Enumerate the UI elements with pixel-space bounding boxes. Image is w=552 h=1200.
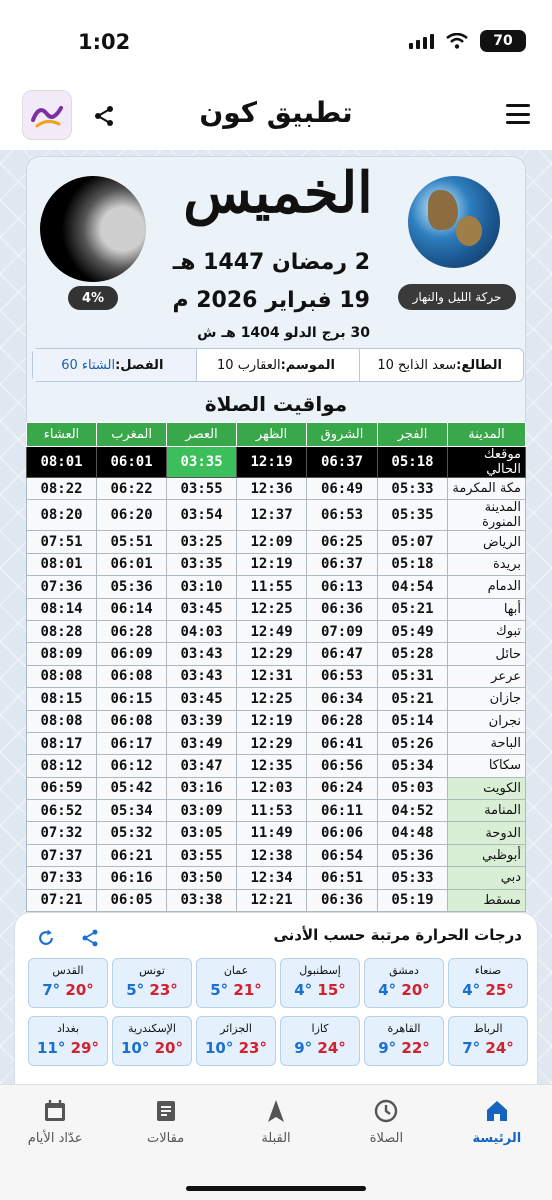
temp-high: 22° bbox=[396, 1039, 430, 1057]
prayer-time-cell: 05:36 bbox=[378, 844, 448, 866]
weather-city-tile[interactable] bbox=[112, 958, 192, 1008]
city-name: المدينة المنورة bbox=[448, 500, 526, 531]
prayer-time-cell: 07:51 bbox=[27, 531, 97, 553]
prayer-time-cell: 12:35 bbox=[237, 755, 307, 777]
prayer-time-cell: 12:19 bbox=[237, 447, 307, 478]
prayer-time-cell: 12:34 bbox=[237, 867, 307, 889]
prayer-row[interactable] bbox=[27, 598, 526, 620]
prayer-time-cell: 06:01 bbox=[97, 447, 167, 478]
city-name: مسقط bbox=[448, 889, 526, 911]
temp-low: 4° bbox=[462, 981, 481, 999]
prayer-time-cell: 07:37 bbox=[27, 844, 97, 866]
prayer-time-cell: 06:20 bbox=[97, 500, 167, 531]
nav-item-clock[interactable] bbox=[331, 1085, 441, 1200]
prayer-time-cell: 12:49 bbox=[237, 620, 307, 642]
nav-label: الرئيسة bbox=[472, 1131, 522, 1146]
prayer-time-cell: 03:09 bbox=[167, 800, 237, 822]
prayer-time-cell: 03:47 bbox=[167, 755, 237, 777]
prayer-time-cell: 12:21 bbox=[237, 889, 307, 911]
city-name: مكة المكرمة bbox=[448, 478, 526, 500]
weather-temps bbox=[281, 1039, 359, 1057]
prayer-time-cell: 06:08 bbox=[97, 710, 167, 732]
nav-item-home[interactable] bbox=[442, 1085, 552, 1200]
prayer-row[interactable] bbox=[27, 844, 526, 866]
prayer-time-cell: 04:52 bbox=[378, 800, 448, 822]
prayer-time-cell: 06:16 bbox=[97, 867, 167, 889]
city-name: الباحة bbox=[448, 732, 526, 754]
prayer-row[interactable] bbox=[27, 889, 526, 911]
prayer-time-cell: 06:24 bbox=[307, 777, 378, 799]
prayer-time-cell: 03:43 bbox=[167, 643, 237, 665]
prayer-time-cell: 11:55 bbox=[237, 576, 307, 598]
city-name: عرعر bbox=[448, 665, 526, 687]
prayer-row[interactable] bbox=[27, 755, 526, 777]
prayer-row[interactable] bbox=[27, 576, 526, 598]
day-name: الخميس bbox=[183, 160, 373, 226]
weather-city-name: صنعاء bbox=[474, 964, 502, 977]
prayer-time-cell: 03:35 bbox=[167, 447, 237, 478]
prayer-time-cell: 06:14 bbox=[97, 598, 167, 620]
prayer-row[interactable] bbox=[27, 553, 526, 575]
prayer-time-cell: 06:17 bbox=[97, 732, 167, 754]
mawsim-info: الموسم: العقارب 10 bbox=[196, 349, 360, 381]
city-name: تبوك bbox=[448, 620, 526, 642]
prayer-time-cell: 12:19 bbox=[237, 710, 307, 732]
weather-temps bbox=[365, 981, 443, 999]
app-title: تطبيق كون bbox=[199, 96, 353, 129]
prayer-row[interactable] bbox=[27, 710, 526, 732]
city-name: سكاكا bbox=[448, 755, 526, 777]
prayer-time-cell: 12:37 bbox=[237, 500, 307, 531]
prayer-time-cell: 03:38 bbox=[167, 889, 237, 911]
prayer-row[interactable] bbox=[27, 447, 526, 478]
temp-high: 24° bbox=[480, 1039, 514, 1057]
prayer-time-cell: 06:51 bbox=[307, 867, 378, 889]
temp-high: 23° bbox=[233, 1039, 267, 1057]
prayer-time-cell: 08:12 bbox=[27, 755, 97, 777]
prayer-header-cell: الظهر bbox=[237, 423, 307, 447]
burj-date: 30 برج الدلو 1404 هـ ش bbox=[197, 325, 370, 341]
prayer-time-cell: 06:52 bbox=[27, 800, 97, 822]
prayer-time-cell: 05:07 bbox=[378, 531, 448, 553]
weather-city-tile[interactable] bbox=[28, 958, 108, 1008]
prayer-time-cell: 06:21 bbox=[97, 844, 167, 866]
bottom-nav bbox=[0, 1084, 552, 1200]
prayer-time-cell: 08:08 bbox=[27, 710, 97, 732]
prayer-time-cell: 07:32 bbox=[27, 822, 97, 844]
prayer-time-cell: 12:25 bbox=[237, 688, 307, 710]
prayer-row[interactable] bbox=[27, 478, 526, 500]
prayer-time-cell: 08:15 bbox=[27, 688, 97, 710]
prayer-time-cell: 06:49 bbox=[307, 478, 378, 500]
prayer-time-cell: 07:09 bbox=[307, 620, 378, 642]
city-name: أبها bbox=[448, 598, 526, 620]
nav-label: الصلاة bbox=[369, 1131, 404, 1146]
prayer-time-cell: 05:33 bbox=[378, 478, 448, 500]
prayer-time-cell: 06:22 bbox=[97, 478, 167, 500]
nav-item-compass-arrow[interactable] bbox=[221, 1085, 331, 1200]
temp-high: 21° bbox=[228, 981, 262, 999]
prayer-time-cell: 07:33 bbox=[27, 867, 97, 889]
prayer-time-cell: 12:36 bbox=[237, 478, 307, 500]
city-name: الدمام bbox=[448, 576, 526, 598]
signal-icon bbox=[409, 34, 434, 49]
temp-low: 10° bbox=[121, 1039, 150, 1057]
gregorian-date: 19 فبراير 2026 م bbox=[172, 288, 370, 313]
prayer-row[interactable] bbox=[27, 531, 526, 553]
prayer-time-cell: 05:31 bbox=[378, 665, 448, 687]
city-name: جازان bbox=[448, 688, 526, 710]
weather-temps bbox=[449, 1039, 527, 1057]
prayer-time-cell: 08:17 bbox=[27, 732, 97, 754]
prayer-time-cell: 08:20 bbox=[27, 500, 97, 531]
prayer-time-cell: 03:10 bbox=[167, 576, 237, 598]
prayer-time-cell: 03:45 bbox=[167, 598, 237, 620]
prayer-time-cell: 05:34 bbox=[378, 755, 448, 777]
prayer-header-cell: الفجر bbox=[378, 423, 448, 447]
weather-city-tile[interactable] bbox=[196, 1016, 276, 1066]
prayer-time-cell: 05:14 bbox=[378, 710, 448, 732]
temp-high: 15° bbox=[312, 981, 346, 999]
prayer-time-cell: 05:51 bbox=[97, 531, 167, 553]
city-name: نجران bbox=[448, 710, 526, 732]
prayer-time-cell: 08:01 bbox=[27, 447, 97, 478]
weather-city-tile[interactable] bbox=[280, 958, 360, 1008]
prayer-row[interactable] bbox=[27, 867, 526, 889]
tale-info: الطالع: سعد الذابح 10 bbox=[359, 349, 523, 381]
prayer-time-cell: 05:49 bbox=[378, 620, 448, 642]
prayer-row[interactable] bbox=[27, 822, 526, 844]
wifi-icon bbox=[446, 33, 468, 49]
prayer-time-cell: 08:09 bbox=[27, 643, 97, 665]
prayer-time-cell: 06:05 bbox=[97, 889, 167, 911]
prayer-time-cell: 12:03 bbox=[237, 777, 307, 799]
temp-low: 10° bbox=[205, 1039, 234, 1057]
prayer-time-cell: 06:13 bbox=[307, 576, 378, 598]
city-name: بريدة bbox=[448, 553, 526, 575]
prayer-header-cell: العشاء bbox=[27, 423, 97, 447]
city-name: المنامة bbox=[448, 800, 526, 822]
prayer-time-cell: 04:48 bbox=[378, 822, 448, 844]
city-name: أبوظبي bbox=[448, 844, 526, 866]
prayer-time-cell: 06:08 bbox=[97, 665, 167, 687]
prayer-time-cell: 07:21 bbox=[27, 889, 97, 911]
weather-city-name: الإسكندرية bbox=[128, 1022, 176, 1035]
weather-city-name: كازا bbox=[311, 1022, 329, 1035]
prayer-row[interactable] bbox=[27, 643, 526, 665]
weather-city-name: الرباط bbox=[473, 1022, 503, 1035]
prayer-time-cell: 06:09 bbox=[97, 643, 167, 665]
weather-temps bbox=[197, 981, 275, 999]
temp-low: 5° bbox=[126, 981, 145, 999]
weather-city-name: إسطنبول bbox=[299, 964, 341, 977]
weather-temps bbox=[29, 981, 107, 999]
prayer-header-cell: الشروق bbox=[307, 423, 378, 447]
prayer-time-cell: 07:36 bbox=[27, 576, 97, 598]
prayer-time-cell: 03:55 bbox=[167, 478, 237, 500]
prayer-time-cell: 03:25 bbox=[167, 531, 237, 553]
weather-temps bbox=[29, 1039, 107, 1057]
prayer-time-cell: 06:12 bbox=[97, 755, 167, 777]
menu-icon[interactable] bbox=[506, 104, 530, 124]
city-name: دبي bbox=[448, 867, 526, 889]
prayer-time-cell: 08:14 bbox=[27, 598, 97, 620]
prayer-times-table bbox=[26, 422, 526, 912]
prayer-row[interactable] bbox=[27, 620, 526, 642]
prayer-time-cell: 12:19 bbox=[237, 553, 307, 575]
prayer-time-cell: 05:42 bbox=[97, 777, 167, 799]
prayer-row[interactable] bbox=[27, 665, 526, 687]
prayer-time-cell: 05:18 bbox=[378, 553, 448, 575]
temp-high: 24° bbox=[312, 1039, 346, 1057]
weather-city-name: تونس bbox=[139, 964, 165, 977]
home-indicator bbox=[186, 1186, 366, 1191]
prayer-time-cell: 05:18 bbox=[378, 447, 448, 478]
moon-phase-icon[interactable] bbox=[40, 176, 146, 282]
prayer-time-cell: 06:37 bbox=[307, 447, 378, 478]
prayer-time-cell: 06:59 bbox=[27, 777, 97, 799]
prayer-time-cell: 06:41 bbox=[307, 732, 378, 754]
temp-high: 20° bbox=[60, 981, 94, 999]
prayer-time-cell: 05:28 bbox=[378, 643, 448, 665]
prayer-time-cell: 05:35 bbox=[378, 500, 448, 531]
prayer-time-cell: 06:53 bbox=[307, 500, 378, 531]
weather-city-name: القاهرة bbox=[387, 1022, 421, 1035]
prayer-time-cell: 03:39 bbox=[167, 710, 237, 732]
prayer-time-cell: 03:54 bbox=[167, 500, 237, 531]
weather-temps bbox=[449, 981, 527, 999]
prayer-time-cell: 11:49 bbox=[237, 822, 307, 844]
temp-low: 7° bbox=[42, 981, 61, 999]
weather-temps bbox=[365, 1039, 443, 1057]
temp-low: 4° bbox=[378, 981, 397, 999]
prayer-row[interactable] bbox=[27, 777, 526, 799]
status-time: 1:02 bbox=[78, 30, 131, 54]
info-strip bbox=[32, 348, 524, 382]
prayer-time-cell: 05:26 bbox=[378, 732, 448, 754]
prayer-time-cell: 06:15 bbox=[97, 688, 167, 710]
prayer-header-cell: المدينة bbox=[448, 423, 526, 447]
temp-low: 11° bbox=[37, 1039, 66, 1057]
prayer-time-cell: 06:11 bbox=[307, 800, 378, 822]
city-name: موقعك الحالي bbox=[448, 447, 526, 478]
prayer-time-cell: 11:53 bbox=[237, 800, 307, 822]
prayer-header-cell: العصر bbox=[167, 423, 237, 447]
temp-high: 29° bbox=[65, 1039, 99, 1057]
status-bar bbox=[0, 0, 552, 82]
prayer-time-cell: 05:36 bbox=[97, 576, 167, 598]
prayer-time-cell: 06:06 bbox=[307, 822, 378, 844]
weather-title: درجات الحرارة مرتبة حسب الأدنى bbox=[273, 926, 522, 944]
prayer-time-cell: 06:56 bbox=[307, 755, 378, 777]
city-name: حائل bbox=[448, 643, 526, 665]
weather-temps bbox=[281, 981, 359, 999]
prayer-time-cell: 04:54 bbox=[378, 576, 448, 598]
prayer-row[interactable] bbox=[27, 732, 526, 754]
prayer-time-cell: 08:01 bbox=[27, 553, 97, 575]
home-icon bbox=[483, 1097, 511, 1125]
weather-city-tile[interactable] bbox=[280, 1016, 360, 1066]
weather-city-tile[interactable] bbox=[448, 1016, 528, 1066]
prayer-time-cell: 06:28 bbox=[97, 620, 167, 642]
calendar-icon bbox=[41, 1097, 69, 1125]
hijri-date: 2 رمضان 1447 هـ bbox=[172, 250, 370, 275]
prayer-row[interactable] bbox=[27, 800, 526, 822]
weather-grid bbox=[24, 958, 528, 1066]
prayer-time-cell: 12:25 bbox=[237, 598, 307, 620]
city-name: الرياض bbox=[448, 531, 526, 553]
prayer-time-cell: 03:05 bbox=[167, 822, 237, 844]
temp-high: 20° bbox=[396, 981, 430, 999]
weather-temps bbox=[197, 1039, 275, 1057]
prayer-time-cell: 03:49 bbox=[167, 732, 237, 754]
prayer-time-cell: 03:50 bbox=[167, 867, 237, 889]
nav-label: القبلة bbox=[261, 1131, 291, 1146]
nav-label: مقالات bbox=[147, 1131, 185, 1146]
prayer-time-cell: 06:37 bbox=[307, 553, 378, 575]
weather-city-tile[interactable] bbox=[364, 1016, 444, 1066]
article-icon bbox=[152, 1097, 180, 1125]
weather-city-name: عمان bbox=[223, 964, 249, 977]
temp-low: 7° bbox=[462, 1039, 481, 1057]
weather-city-name: بغداد bbox=[56, 1022, 80, 1035]
prayer-time-cell: 05:21 bbox=[378, 598, 448, 620]
status-icons bbox=[409, 30, 526, 52]
weather-city-tile[interactable] bbox=[196, 958, 276, 1008]
compass-arrow-icon bbox=[262, 1097, 290, 1125]
nav-item-calendar[interactable] bbox=[0, 1085, 110, 1200]
prayer-header-cell: المغرب bbox=[97, 423, 167, 447]
prayer-time-cell: 05:34 bbox=[97, 800, 167, 822]
prayer-row[interactable] bbox=[27, 688, 526, 710]
prayer-time-cell: 06:28 bbox=[307, 710, 378, 732]
prayer-time-cell: 05:33 bbox=[378, 867, 448, 889]
prayer-time-cell: 05:19 bbox=[378, 889, 448, 911]
prayer-time-cell: 03:45 bbox=[167, 688, 237, 710]
prayer-time-cell: 12:29 bbox=[237, 732, 307, 754]
battery-indicator: 70 bbox=[480, 30, 526, 52]
earth-icon[interactable] bbox=[408, 176, 500, 268]
prayer-time-cell: 12:38 bbox=[237, 844, 307, 866]
weather-city-name: الجزائر bbox=[220, 1022, 252, 1035]
weather-city-name: دمشق bbox=[389, 964, 419, 977]
prayer-time-cell: 03:35 bbox=[167, 553, 237, 575]
prayer-time-cell: 12:29 bbox=[237, 643, 307, 665]
prayer-time-cell: 05:03 bbox=[378, 777, 448, 799]
prayer-time-cell: 06:25 bbox=[307, 531, 378, 553]
weather-city-tile[interactable] bbox=[112, 1016, 192, 1066]
nav-label: عدّاد الأيام bbox=[27, 1131, 83, 1146]
prayer-time-cell: 03:55 bbox=[167, 844, 237, 866]
refresh-icon[interactable] bbox=[36, 928, 56, 948]
prayer-time-cell: 08:08 bbox=[27, 665, 97, 687]
nav-item-article[interactable] bbox=[110, 1085, 220, 1200]
temp-low: 5° bbox=[210, 981, 229, 999]
prayer-time-cell: 08:22 bbox=[27, 478, 97, 500]
prayer-time-cell: 06:01 bbox=[97, 553, 167, 575]
prayer-times-title: مواقيت الصلاة bbox=[204, 392, 348, 416]
weather-city-tile[interactable] bbox=[448, 958, 528, 1008]
weather-city-name: القدس bbox=[52, 964, 84, 977]
season-info: الفصل: الشتاء 60 bbox=[33, 349, 196, 381]
temp-low: 4° bbox=[294, 981, 313, 999]
weather-city-tile[interactable] bbox=[28, 1016, 108, 1066]
moon-percent: 4% bbox=[68, 286, 118, 310]
temp-high: 25° bbox=[480, 981, 514, 999]
city-name: الدوحة bbox=[448, 822, 526, 844]
weather-temps bbox=[113, 1039, 191, 1057]
prayer-row[interactable] bbox=[27, 500, 526, 531]
prayer-time-cell: 05:21 bbox=[378, 688, 448, 710]
prayer-time-cell: 06:36 bbox=[307, 889, 378, 911]
weather-temps bbox=[113, 981, 191, 999]
prayer-time-cell: 06:53 bbox=[307, 665, 378, 687]
clock-icon bbox=[372, 1097, 400, 1125]
prayer-time-cell: 05:32 bbox=[97, 822, 167, 844]
prayer-time-cell: 06:36 bbox=[307, 598, 378, 620]
prayer-time-cell: 06:54 bbox=[307, 844, 378, 866]
temp-low: 9° bbox=[294, 1039, 313, 1057]
prayer-time-cell: 12:09 bbox=[237, 531, 307, 553]
temp-low: 9° bbox=[378, 1039, 397, 1057]
temp-high: 23° bbox=[144, 981, 178, 999]
earth-label[interactable]: حركة الليل والنهار bbox=[398, 284, 516, 310]
weather-city-tile[interactable] bbox=[364, 958, 444, 1008]
city-name: الكويت bbox=[448, 777, 526, 799]
prayer-time-cell: 04:03 bbox=[167, 620, 237, 642]
prayer-time-cell: 06:34 bbox=[307, 688, 378, 710]
prayer-time-cell: 12:31 bbox=[237, 665, 307, 687]
prayer-time-cell: 03:43 bbox=[167, 665, 237, 687]
temp-high: 20° bbox=[149, 1039, 183, 1057]
app-bar bbox=[0, 82, 552, 150]
weather-share-icon[interactable] bbox=[80, 928, 100, 948]
prayer-time-cell: 06:47 bbox=[307, 643, 378, 665]
prayer-time-cell: 08:28 bbox=[27, 620, 97, 642]
prayer-time-cell: 03:16 bbox=[167, 777, 237, 799]
